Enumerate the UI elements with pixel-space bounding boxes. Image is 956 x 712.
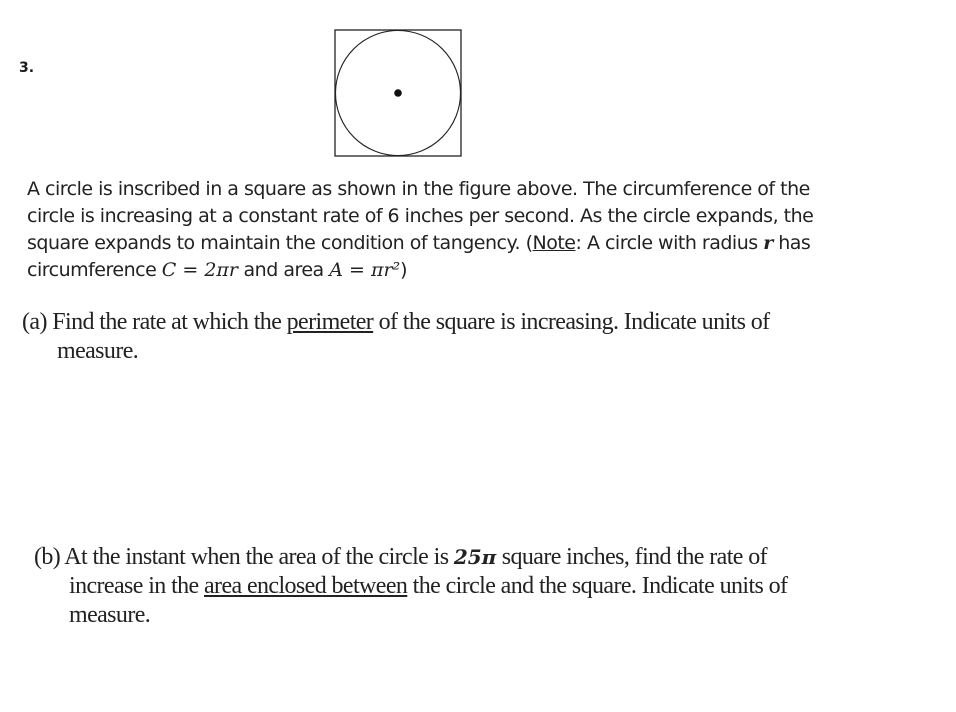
part-b-line-3: measure. xyxy=(69,602,151,628)
part-a-line-2: measure. xyxy=(57,338,139,364)
part-b-line-2-text: increase in the xyxy=(69,573,204,599)
intro-line-4-mid: and area xyxy=(238,259,330,281)
intro-line-1: A circle is inscribed in a square as shown in the figure above. The circumference of the xyxy=(27,178,810,200)
intro-line-3-end: has xyxy=(772,232,811,254)
part-b-text: At the instant when the area of the circle is xyxy=(64,544,454,570)
note-label: Note xyxy=(532,232,576,254)
area-enclosed-underlined: area enclosed between xyxy=(204,573,408,599)
problem-statement xyxy=(27,176,907,284)
part-a xyxy=(22,308,770,366)
intro-line-3-text-2: : A circle with radius xyxy=(575,232,764,254)
radius-variable: r xyxy=(763,232,773,254)
intro-line-2: circle is increasing at a constant rate of 6 inches per second. As the circle expands, the xyxy=(27,205,814,227)
intro-line-3 xyxy=(27,230,907,257)
inscribed-circle-figure xyxy=(334,29,462,157)
problem-number: 3. xyxy=(19,60,35,76)
part-b-text-2: square inches, find the rate of xyxy=(496,544,768,570)
part-b xyxy=(34,543,787,630)
intro-line-4 xyxy=(27,257,907,284)
part-a-label: (a) xyxy=(22,309,47,335)
intro-line-3-text: square expands to maintain the condition of tangency. ( xyxy=(27,232,533,254)
part-b-label: (b) xyxy=(34,544,61,570)
part-b-line-2 xyxy=(34,572,787,601)
circumference-formula: C = 2πr xyxy=(161,259,238,281)
perimeter-underlined: perimeter xyxy=(286,309,374,335)
intro-line-4-text: circumference xyxy=(27,259,162,281)
area-formula: A = πr² xyxy=(329,259,401,281)
area-value: 25π xyxy=(453,545,497,569)
part-b-line-2-text-2: the circle and the square. Indicate units of xyxy=(407,573,788,599)
center-point xyxy=(394,89,402,97)
part-a-text: Find the rate at which the xyxy=(52,309,287,335)
part-a-line-1 xyxy=(22,308,770,337)
part-b-line-1 xyxy=(34,543,787,572)
part-a-text-2: of the square is increasing. Indicate units of xyxy=(373,309,770,335)
intro-line-4-end: ) xyxy=(400,259,408,281)
